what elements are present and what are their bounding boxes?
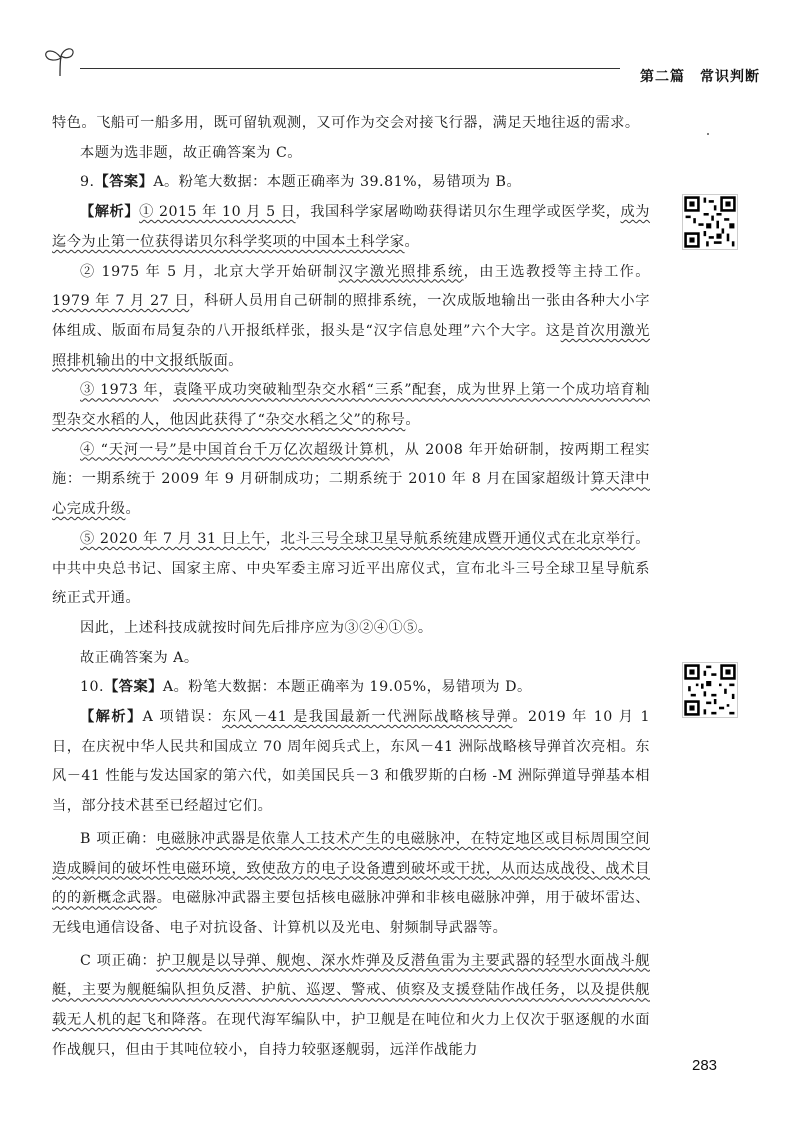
analysis-paragraph [52, 947, 650, 1066]
underlined-text: 成为迄今为止第一位获得诺贝尔科学奖项的中国本土科学家 [52, 204, 650, 250]
answer-text: A。粉笔大数据：本题正确率为 19.05%，易错项为 D。 [162, 679, 532, 696]
text: A 项错误： [142, 709, 223, 726]
analysis-paragraph [52, 525, 650, 614]
analysis-paragraph [52, 436, 650, 525]
underlined-text: 是首次用激光照排机输出的中文报纸版面 [52, 322, 650, 369]
header-rule [80, 68, 620, 69]
qr-code-icon[interactable] [682, 662, 738, 718]
underlined-text: 汉字激光照排系统 [338, 263, 464, 280]
sprout-icon [40, 44, 80, 78]
answer-mark: 【答案】 [94, 174, 154, 191]
text: ， [158, 382, 174, 399]
text: ，我国科学家屠呦呦获得诺贝尔生理学或医学奖， [295, 204, 621, 221]
text: ，科研人员用自己研制的照排系统，一次成版地输出一张由各种大小字体组成、版面布局复杂的八开报纸样张，报头是“汉字信息处理”六个大字。这 [52, 293, 650, 339]
text: ， [265, 530, 281, 547]
analysis-mark: 【解析】 [80, 204, 140, 221]
text: 。2019 年 10 月 1 日，在庆祝中华人民共和国成立 70 周年阅兵式上，东风－41 洲际战略核导弹首次亮相。东风－41 性能与发达国家的第六代，如美国民兵－3 和俄罗斯的白杨 -M 洲际弹道导弹基本相当，部分技术甚至已经超过它们。 [52, 709, 650, 815]
underlined-text: 东风－41 是我国最新一代洲际战略核导弹 [222, 709, 513, 726]
text: 。电磁脉冲武器主要包括核电磁脉冲弹和非核电磁脉冲弹，用于破坏雷达、无线电通信设备、电子对抗设备、计算机以及光电、射频制导武器等。 [52, 890, 650, 936]
analysis-paragraph [52, 825, 650, 944]
text: 。 [125, 501, 141, 518]
paragraph: 本题为选非题，故正确答案为 C。 [80, 144, 302, 161]
text: C 项正确： [80, 952, 157, 969]
question-9-answer [52, 168, 650, 198]
underlined-text: ① 2015 年 10 月 5 日 [139, 204, 296, 221]
paragraph: 特色。飞船可一船多用，既可留轨观测，又可作为交会对接飞行器，满足天地往返的需求。 [52, 115, 640, 131]
page-content [52, 109, 650, 1066]
analysis-paragraph [52, 198, 650, 257]
underlined-text: 袁隆平成功突破籼型杂交水稻“三系”配套，成为世界上第一个成功培育籼型杂交水稻的人，他因此获得了“杂交水稻之父”的称号 [52, 382, 650, 429]
underlined-text: 电磁脉冲武器是依靠人工技术产生的电磁脉冲，在特定地区或目标周围空间造成瞬间的破坏性电磁环境，致使敌方的电子设备遭到破坏或干扰，从而达成战役、战术目的的新概念武器 [52, 830, 650, 907]
section-title: 第二篇 常识判断 [640, 69, 760, 85]
text: 。中共中央总书记、国家主席、中央军委主席习近平出席仪式，宣布北斗三号全球卫星导航系统正式开通。 [52, 530, 650, 607]
analysis-paragraph [52, 376, 650, 435]
question-number: 9. [80, 174, 95, 191]
text: 。在现代海军编队中，护卫舰是在吨位和火力上仅次于驱逐舰的水面作战舰只，但由于其吨位较小，自持力较驱逐舰弱，远洋作战能力 [52, 1012, 650, 1058]
text: ，由王选教授等主持工作。 [463, 263, 650, 280]
underlined-text: ④ “天河一号”是中国首台千万亿次超级计算机 [80, 441, 390, 458]
paragraph: 故正确答案为 A。 [80, 649, 199, 666]
text: ② 1975 年 5 月，北京大学开始研制 [80, 263, 339, 280]
text: 。 [404, 233, 420, 250]
answer-text: A。粉笔大数据：本题正确率为 39.81%，易错项为 B。 [153, 174, 522, 191]
underlined-text: ③ 1973 年 [80, 382, 159, 399]
page-number: 283 [692, 1057, 718, 1074]
page-header [40, 40, 760, 85]
qr-code-icon[interactable] [682, 194, 738, 250]
paragraph: 因此，上述科技成就按时间先后排序应为③②④①⑤。 [80, 619, 433, 636]
question-10-answer [52, 673, 650, 703]
question-number: 10. [80, 679, 105, 696]
text: 。 [228, 352, 243, 369]
analysis-mark: 【解析】 [80, 709, 143, 726]
answer-mark: 【答案】 [104, 679, 163, 696]
underlined-text: 算天津中心完成升级 [52, 471, 650, 518]
text: B 项正确： [80, 830, 157, 847]
text: ，从 2008 年开始研制，按两期工程实施：一期系统于 2009 年 9 月研制成功；二期系统于 2010 年 8 月在国家超级计 [52, 441, 650, 488]
underlined-text: 护卫舰是以导弹、舰炮、深水炸弹及反潜鱼雷为主要武器的轻型水面战斗舰艇，主要为舰艇编队担负反潜、护航、巡逻、警戒、侦察及支援登陆作战任务，以及提供舰载无人机的起飞和降落 [52, 952, 650, 1029]
text: 。 [405, 412, 421, 429]
analysis-paragraph [52, 258, 650, 377]
analysis-paragraph [52, 703, 650, 822]
underlined-text: ⑤ 2020 年 7 月 31 日上午 [80, 530, 266, 547]
underlined-text: 1979 年 7 月 27 日 [52, 293, 190, 310]
scan-dot [707, 133, 709, 135]
underlined-text: 北斗三号全球卫星导航系统建成暨开通仪式在北京举行 [280, 530, 636, 547]
